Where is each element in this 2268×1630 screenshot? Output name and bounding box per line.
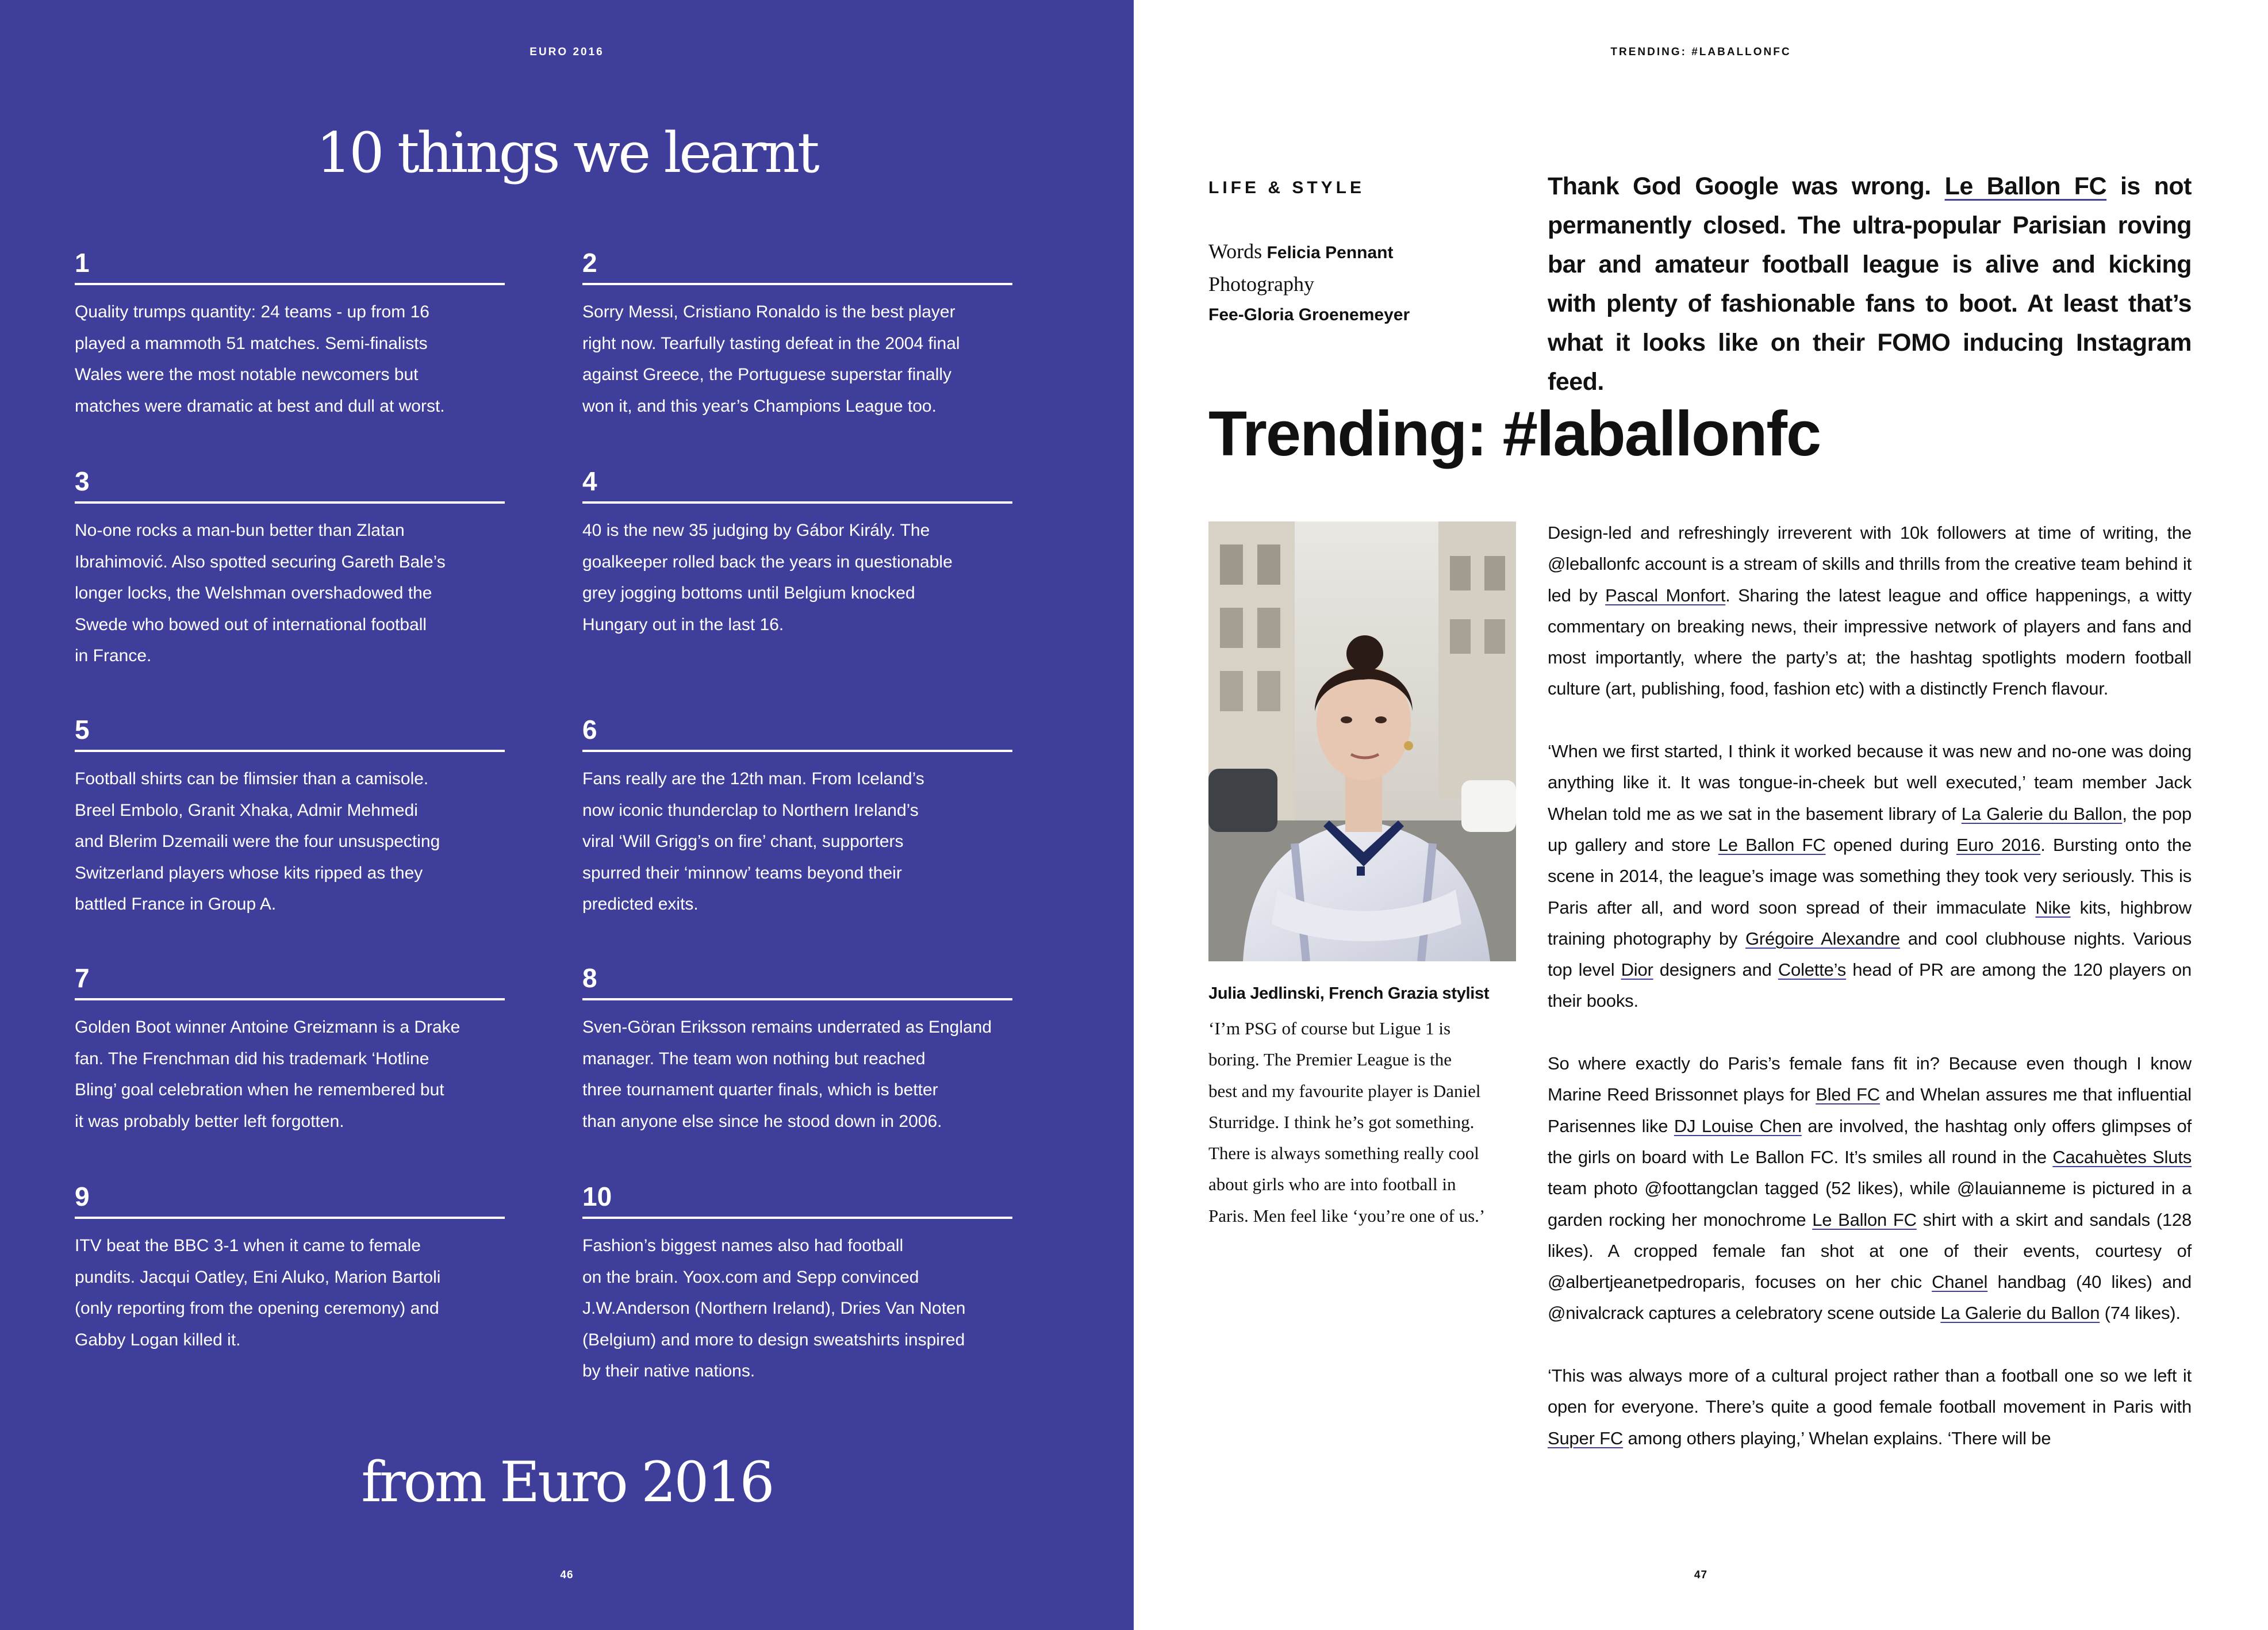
item-number: 10: [582, 1183, 1012, 1219]
portrait-photo-illustration: [1208, 521, 1516, 961]
item-text: Sorry Messi, Cristiano Ronaldo is the best player right now. Tearfully tasting defeat in the 2004 final against Greece, the Portuguese superstar finally won it, and this year’s Champions League too.: [582, 302, 960, 416]
link-chanel[interactable]: Chanel: [1932, 1272, 1988, 1293]
byline: [1208, 236, 1467, 331]
page-number: 46: [560, 1569, 574, 1581]
standfirst-text: is not permanently closed. The ultra-popular Parisian roving bar and amateur football league is alive and kicking with plenty of fashionable fans to boot. At least that’s what it looks like on their FOMO inducing Instagram feed.: [1548, 172, 2192, 396]
photo-caption-quote: ‘I’m PSG of course but Ligue 1 is boring. The Premier League is the best and my favourite player is Daniel Sturridge. I think he’s got something. There is always something really cool about girls who are into football in Paris. Men feel like ‘you’re one of us.’: [1208, 1018, 1486, 1226]
list-item: [582, 716, 1012, 921]
list-item: [582, 1183, 1012, 1387]
standfirst-text: Thank God Google was wrong.: [1548, 172, 1945, 200]
link-nike[interactable]: Nike: [2035, 897, 2071, 918]
link-la-galerie-du-ballon[interactable]: La Galerie du Ballon: [1940, 1303, 2100, 1324]
item-number: 6: [582, 716, 1012, 752]
link-le-ballon-fc[interactable]: Le Ballon FC: [1944, 172, 2107, 200]
item-text: ITV beat the BBC 3-1 when it came to female pundits. Jacqui Oatley, Eni Aluko, Marion Bartoli (only reporting from the opening ceremony) and Gabby Logan killed it.: [75, 1236, 441, 1349]
list-item: [75, 965, 505, 1137]
item-text: No-one rocks a man-bun better than Zlatan Ibrahimović. Also spotted securing Gareth Bale’s longer locks, the Welshman overshadowed the Swede who bowed out of international football in France.: [75, 521, 446, 665]
link-pascal-monfort[interactable]: Pascal Monfort: [1605, 585, 1726, 605]
link-cacahuetes-sluts[interactable]: Cacahuètes Sluts: [2052, 1146, 2192, 1167]
item-text: Sven-Göran Eriksson remains underrated as England manager. The team won nothing but reached three tournament quarter finals, which is better than anyone else since he stood down in 2006.: [582, 1018, 992, 1131]
photographer-name: Fee-Gloria Groenemeyer: [1208, 305, 1410, 324]
list-item: [75, 468, 505, 672]
article-body: [1548, 517, 2192, 1485]
link-colette[interactable]: Colette’s: [1778, 960, 1847, 980]
link-le-ballon-fc[interactable]: Le Ballon FC: [1718, 834, 1826, 855]
standfirst: [1548, 167, 2192, 401]
item-text: Football shirts can be flimsier than a camisole. Breel Embolo, Granit Xhaka, Admir Mehmedi and Blerim Dzemaili were the four unsuspecting Switzerland players whose kits ripped as they battled France in Group A.: [75, 769, 440, 914]
item-number: 1: [75, 250, 505, 285]
list-item: [75, 716, 505, 921]
body-paragraph: So where exactly do Paris’s female fans fit in? Because even though I know Marine Reed Brissonnet plays for Bled FC and Whelan assures me that influential Parisennes like DJ Louise Chen are involved, the hashtag only offers glimpses of the girls on board with Le Ballon FC. It’s smiles all round in the Cacahuètes Sluts team photo @foottangclan tagged (52 likes), while @lauianneme is pictured in a garden rocking her monochrome Le Ballon FC shirt with a skirt and sandals (128 likes). A cropped female fan shot at one of their events, courtesy of @albertjeanetpedroparis, focuses on her chic Chanel handbag (40 likes) and @nivalcrack captures a celebratory scene outside La Galerie du Ballon (74 likes).: [1548, 1053, 2192, 1324]
section-label: LIFE & STYLE: [1208, 178, 1365, 197]
link-gregoire-alexandre[interactable]: Grégoire Alexandre: [1745, 928, 1900, 949]
list-item: [75, 250, 505, 422]
link-euro-2016[interactable]: Euro 2016: [1956, 834, 2041, 855]
link-bled-fc[interactable]: Bled FC: [1816, 1084, 1880, 1105]
link-dj-louise-chen[interactable]: DJ Louise Chen: [1674, 1115, 1802, 1136]
list-item: [582, 965, 1012, 1137]
author-name: Felicia Pennant: [1267, 243, 1394, 262]
list-item: [582, 250, 1012, 422]
item-number: 2: [582, 250, 1012, 285]
item-text: Fashion’s biggest names also had football on the brain. Yoox.com and Sepp convinced J.W.Anderson (Northern Ireland), Dries Van Noten (Belgium) and more to design sweatshirts inspired by their native nations.: [582, 1236, 966, 1380]
link-dior[interactable]: Dior: [1621, 960, 1653, 980]
item-text: Golden Boot winner Antoine Greizmann is a Drake fan. The Frenchman did his trademark ‘Hotline Bling’ goal celebration when he remembered but it was probably better left forgotten.: [75, 1018, 460, 1131]
item-number: 3: [75, 468, 505, 504]
item-number: 4: [582, 468, 1012, 504]
page-title-bottom: from Euro 2016: [361, 1450, 773, 1514]
item-number: 8: [582, 965, 1012, 1000]
link-super-fc[interactable]: Super FC: [1548, 1428, 1624, 1448]
body-paragraph: ‘This was always more of a cultural project rather than a football one so we left it open for everyone. There’s quite a good female football movement in Paris with Super FC among others playing,’ Whelan explains. ‘There will be: [1548, 1366, 2192, 1448]
right-page: [1134, 0, 2268, 1630]
photo-caption-name: Julia Jedlinski, French Grazia stylist: [1208, 984, 1490, 1003]
list-item: [582, 468, 1012, 641]
list-item: [75, 1183, 505, 1356]
body-paragraph: Design-led and refreshingly irreverent with 10k followers at time of writing, the @leballonfc account is a stream of skills and thrills from the creative team behind it led by Pascal Monfort. Sharing the latest league and office happenings, a witty commentary on breaking news, their impressive network of players and fans and most importantly, where the party’s at; the hashtag spotlights modern football culture (art, publishing, food, fashion etc) with a distinctly French flavour.: [1548, 523, 2192, 699]
item-text: 40 is the new 35 judging by Gábor Király. The goalkeeper rolled back the years in questionable grey jogging bottoms until Belgium knocked Hungary out in the last 16.: [582, 521, 953, 634]
item-text: Quality trumps quantity: 24 teams - up from 16 played a mammoth 51 matches. Semi-finalists Wales were the most notable newcomers but matches were dramatic at best and dull at worst.: [75, 302, 445, 416]
item-text: Fans really are the 12th man. From Iceland’s now iconic thunderclap to Northern Ireland’s viral ‘Will Grigg’s on fire’ chant, supporters spurred their ‘minnow’ teams beyond their predicted exits.: [582, 769, 924, 914]
page-title: 10 things we learnt: [316, 121, 818, 185]
item-number: 5: [75, 716, 505, 752]
item-number: 7: [75, 965, 505, 1000]
article-headline: Trending: #laballonfc: [1208, 398, 1821, 469]
running-head: TRENDING: #LABALLONFC: [1610, 46, 1791, 58]
body-paragraph: ‘When we first started, I think it worked because it was new and no-one was doing anything like it. It was tongue-in-cheek but well executed,’ team member Jack Whelan told me as we sat in the basement library of La Galerie du Ballon, the pop up gallery and store Le Ballon FC opened during Euro 2016. Bursting onto the scene in 2014, the league’s image was something they took very seriously. This is Paris after all, and word soon spread of their immaculate Nike kits, highbrow training photography by Grégoire Alexandre and cool clubhouse nights. Various top level Dior designers and Colette’s head of PR are among the 120 players on their books.: [1548, 741, 2192, 1011]
words-label: Words: [1208, 240, 1262, 263]
link-la-galerie-du-ballon[interactable]: La Galerie du Ballon: [1961, 803, 2123, 824]
photography-label: Photography: [1208, 273, 1314, 296]
link-le-ballon-fc[interactable]: Le Ballon FC: [1812, 1209, 1917, 1230]
page-number: 47: [1694, 1569, 1708, 1581]
running-head: EURO 2016: [529, 46, 604, 58]
item-number: 9: [75, 1183, 505, 1219]
portrait-photo: [1208, 521, 1516, 961]
